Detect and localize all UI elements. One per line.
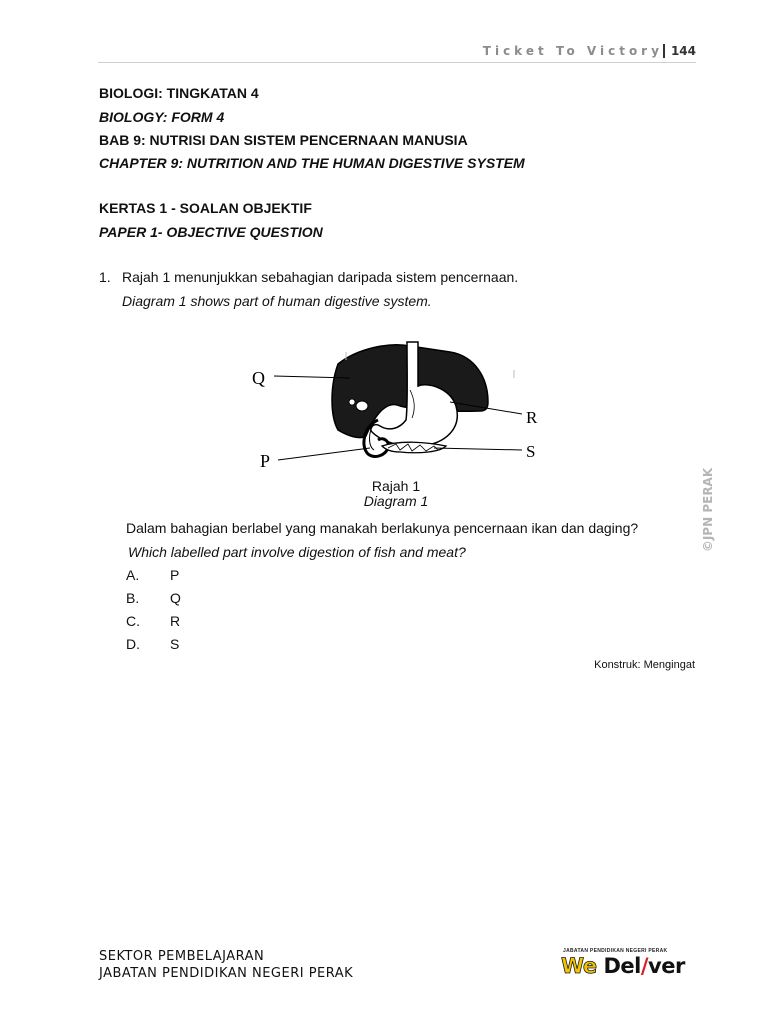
digestive-system-diagram [250,336,550,476]
logo-ver: ver [648,954,685,978]
logo-we: We [561,954,597,978]
gallbladder-shape [356,401,368,411]
subject-heading-ms: BIOLOGI: TINGKATAN 4 [99,85,259,101]
we-deliver-logo [561,948,699,984]
question-number: 1. [99,269,111,285]
question-prompt-en: Which labelled part involve digestion of fish and meat? [128,544,466,560]
page-header [98,40,696,63]
option-b[interactable] [126,590,181,606]
option-text: P [170,567,180,583]
logo-del: Del [603,954,641,978]
watermark [697,467,719,553]
construct-note: Konstruk: Mengingat [594,659,695,671]
diagram-caption-ms: Rajah 1 [371,478,421,494]
logo-slash: / [640,954,649,978]
label-line-p [278,448,370,460]
logo-top-text: JABATAN PENDIDIKAN NEGERI PERAK [563,948,668,954]
header-title: Ticket To Victory [482,44,663,58]
question-stem-ms: Rajah 1 menunjukkan sebahagian daripada sistem pencernaan. [122,269,519,285]
diagram-caption-en: Diagram 1 [363,493,429,509]
label-s: S [526,442,536,461]
option-text: S [170,636,180,652]
option-a[interactable] [126,567,179,583]
option-d[interactable] [126,636,179,652]
subject-heading-en: BIOLOGY: FORM 4 [99,109,225,125]
option-text: Q [170,590,181,606]
chapter-heading-ms: BAB 9: NUTRISI DAN SISTEM PENCERNAAN MANUSIA [99,132,468,148]
page-number: 144 [670,44,696,58]
option-letter: B. [126,590,140,606]
paper-heading-en: PAPER 1- OBJECTIVE QUESTION [99,224,323,240]
option-letter: C. [126,613,140,629]
footer-department: JABATAN PENDIDIKAN NEGERI PERAK [99,966,354,981]
header-divider [663,44,665,58]
label-p: P [260,451,271,471]
footer-sector: SEKTOR PEMBELAJARAN [99,949,265,964]
label-q: Q [252,368,265,388]
question-stem-en: Diagram 1 shows part of human digestive system. [122,293,432,309]
label-r: R [526,408,538,427]
option-letter: A. [126,567,140,583]
label-line-s [434,448,522,450]
paper-heading-ms: KERTAS 1 - SOALAN OBJEKTIF [99,200,312,216]
pancreas-shape [382,442,446,453]
option-text: R [170,613,181,629]
watermark-text: ©JPN PERAK [701,467,715,553]
option-letter: D. [126,636,140,652]
chapter-heading-en: CHAPTER 9: NUTRITION AND THE HUMAN DIGESTIVE SYSTEM [99,155,525,171]
question-prompt-ms: Dalam bahagian berlabel yang manakah berlakunya pencernaan ikan dan daging? [126,520,639,536]
option-c[interactable] [126,613,180,629]
